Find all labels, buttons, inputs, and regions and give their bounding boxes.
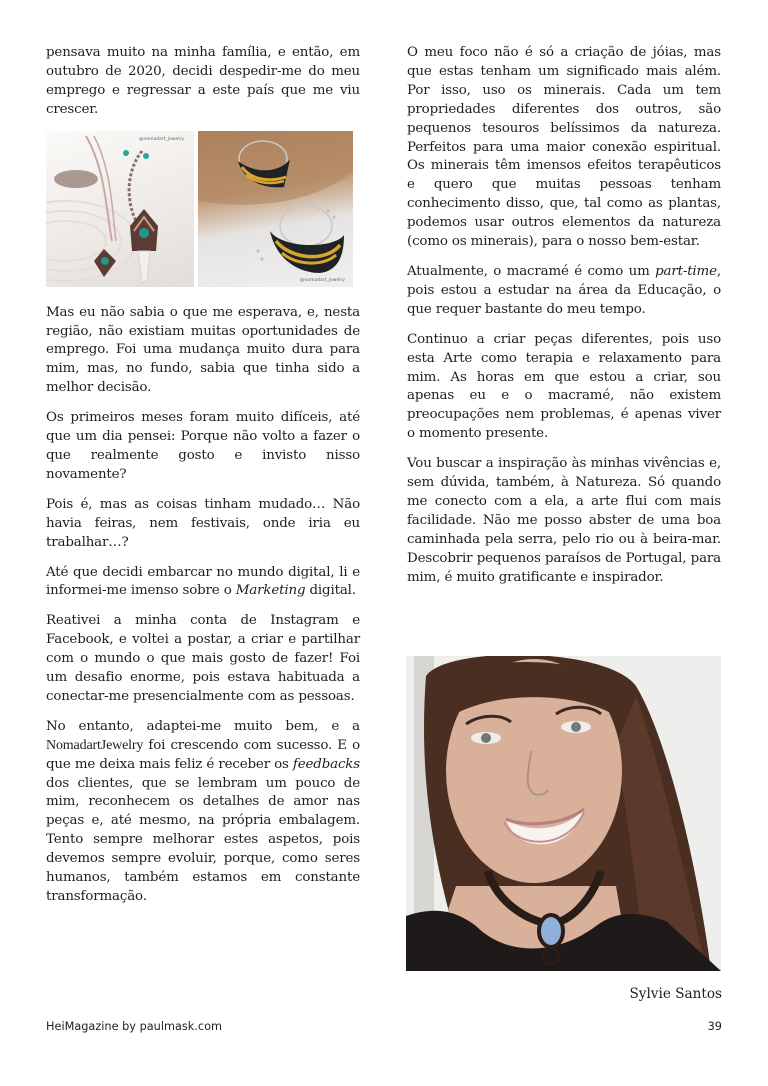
author-portrait-photo <box>406 656 721 971</box>
text-run: No entanto, adaptei-me muito bem, e a <box>46 718 360 734</box>
author-signature: Sylvie Santos <box>629 986 722 1002</box>
paragraph: Pois é, mas as coisas tinham mudado… Não havia feiras, nem festivais, onde iria eu trabalhar…? <box>46 496 360 550</box>
instagram-watermark: @nomadart_jewelry <box>300 277 345 283</box>
brand-name: NomadartJewelry <box>46 737 144 753</box>
italic-term: feedbacks <box>292 756 360 772</box>
paragraph <box>46 718 360 907</box>
text-run: Até que decidi embarcar no mundo digital, li e informei-me imenso sobre o <box>46 564 360 599</box>
italic-term: Marketing <box>235 583 306 599</box>
paragraph: Vou buscar a inspiração às minhas vivências e, sem dúvida, também, à Natureza. Só quando me conecto com a ela, a arte flui com mais facilidade. Não me posso abster de uma boa caminhada pela serra, pelo rio ou à beira-mar. Descobrir pequenos paraísos de Portugal, para mim, é muito gratificante e inspirador. <box>407 456 721 585</box>
italic-term: part-time <box>655 263 717 279</box>
earrings-illustration <box>198 131 353 287</box>
footer-publication: HeiMagazine by paulmask.com <box>46 1020 223 1033</box>
paragraph: Continuo a criar peças diferentes, pois uso esta Arte como terapia e relaxamento para mim. As horas em que estou a criar, sou apenas eu e o macramé, não existem preocupações nem problemas, é apenas viver o momento presente. <box>407 331 721 442</box>
left-column <box>46 44 360 918</box>
necklace-photo <box>46 131 194 287</box>
paragraph <box>407 263 721 320</box>
text-run: digital. <box>305 583 356 599</box>
instagram-watermark: @nomadart_jewelry <box>139 136 184 142</box>
page-number: 39 <box>707 1020 722 1033</box>
paragraph: pensava muito na minha família, e então, em outubro de 2020, decidi despedir-me do meu emprego e regressar a este país que me viu crescer. <box>46 45 360 117</box>
necklace-illustration <box>46 131 194 287</box>
text-run: foi crescendo com sucesso. E o que me deixa mais feliz é receber os <box>46 737 360 772</box>
text-run: dos clientes, que se lembram um pouco de mim, reconhecem os detalhes de amor nas peças e, até mesmo, na própria embalagem. Tento sempre melhorar estes aspetos, pois devemos sempre evoluir, porque, como seres humanos, também estamos em constante transformação. <box>46 775 360 904</box>
jewelry-photo-collage <box>46 131 353 287</box>
paragraph: Os primeiros meses foram muito difíceis, até que um dia pensei: Porque não volto a fazer o que realmente gosto e invisto nisso novamente? <box>46 410 360 482</box>
right-column <box>407 44 721 598</box>
paragraph <box>46 564 360 602</box>
paragraph: Reativei a minha conta de Instagram e Facebook, e voltei a postar, a criar e partilhar com o mundo o que mais gosto de fazer! Foi um desafio enorme, pois estava habituada a conectar-me presencialmente com as pessoas. <box>46 613 360 704</box>
earrings-photo <box>198 131 353 287</box>
paragraph: O meu foco não é só a criação de jóias, mas que estas tenham um significado mais além. Por isso, uso os minerais. Cada um tem propriedades diferentes dos outros, são pequenos tesouros belíssimos da natureza. Perfeitos para uma maior conexão espiritual. Os minerais têm imensos efeitos terapêuticos e quero que muitas pessoas tenham conhecimento disso, que, tal como as plantas, podemos usar outros elementos da natureza (como os minerais), para o nosso bem-estar. <box>407 45 721 250</box>
portrait-illustration <box>406 656 721 971</box>
text-run: , pois estou a estudar na área da Educação, o que requer bastante do meu tempo. <box>407 263 721 317</box>
paragraph: Mas eu não sabia o que me esperava, e, nesta região, não existiam muitas oportunidades de emprego. Foi uma mudança muito dura para mim, mas, no fundo, sabia que tinha sido a melhor decisão. <box>46 304 360 396</box>
text-run: Atualmente, o macramé é como um <box>407 263 656 279</box>
